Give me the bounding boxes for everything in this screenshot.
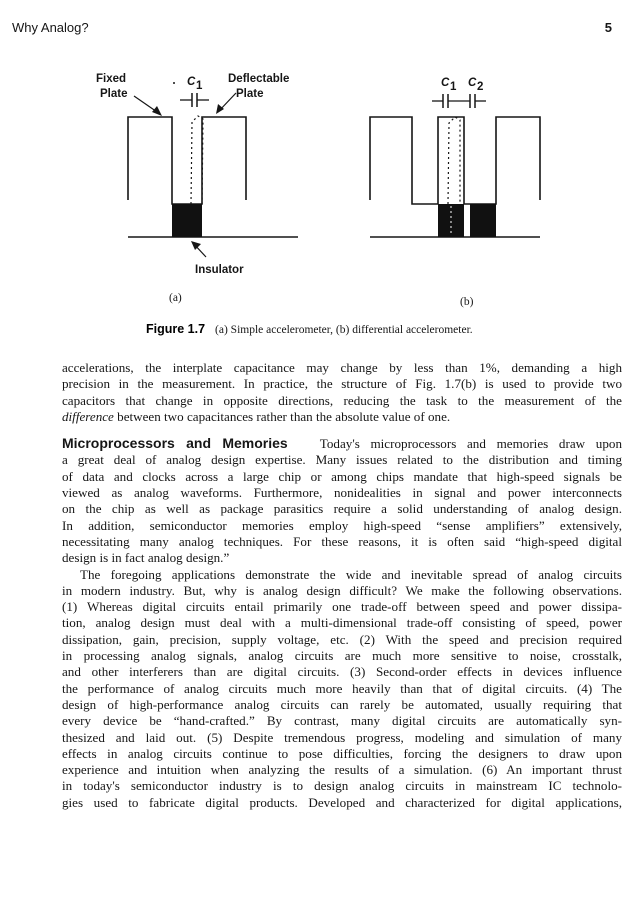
running-header-title: Why Analog? bbox=[12, 20, 89, 35]
text-line: The foregoing applications demonstrate the wide and inevitable spread of analog circuits bbox=[80, 566, 622, 582]
text-line: in today's semiconductor industry is to design analog circuits in mainstream IC technolo- bbox=[62, 778, 622, 794]
paragraph-observations bbox=[62, 567, 622, 811]
text-line: and other interferers than are digital circuits. (3) Second-order effects in devices influence bbox=[62, 664, 622, 680]
subfigure-b-label: (b) bbox=[460, 296, 474, 308]
text-line: dissipation, gain, precision, supply voltage, etc. (2) With the speed and precision required bbox=[62, 631, 622, 647]
text-line: on the chip as well as package parasitics require a solid understanding of analog design. bbox=[62, 501, 622, 517]
text-line: precision in the measurement. In practice, the structure of Fig. 1.7(b) is used to provide two bbox=[62, 376, 622, 392]
text-line: In addition, semiconductor memories employ high-speed “sense amplifiers” extensively, bbox=[62, 517, 622, 533]
c1-subscript: 1 bbox=[196, 80, 203, 92]
section-microprocessors bbox=[62, 435, 622, 566]
text-line: in modern industry. But, why is analog design difficult? We make the following observations. bbox=[62, 582, 622, 598]
text-line: capacitors that change in opposite directions, reducing the task to the measurement of the bbox=[62, 392, 622, 408]
c2-subscript-b: 2 bbox=[477, 81, 484, 93]
text-line: of data and clocks across a large chip or among chips mandate that high-speed signals be bbox=[62, 468, 622, 484]
text-line: design of high-performance analog circuits can rarely be automated, usually requiring that bbox=[62, 696, 622, 712]
fixed-label: Fixed bbox=[96, 73, 127, 85]
paragraph-accelerometer bbox=[62, 360, 622, 425]
deflectable-label: Deflectable bbox=[228, 73, 290, 85]
text-line: (1) Whereas digital circuits entail primarily one trade-off between speed and power dissipa- bbox=[62, 599, 622, 615]
differential-accelerometer-diagram bbox=[370, 94, 540, 237]
insulator-label: Insulator bbox=[195, 264, 244, 276]
deflected-plate-outline-b bbox=[448, 117, 460, 204]
c1-subscript-b: 1 bbox=[450, 81, 457, 93]
emphasis-difference: difference bbox=[62, 408, 114, 424]
section-first-line-text: Today's microprocessors and memories draw upon bbox=[319, 436, 622, 452]
text-line: effects in analog circuits continue to pose difficulties, forcing the designers to draw upon bbox=[62, 745, 622, 761]
text-line bbox=[62, 409, 622, 425]
text-line: every device be “hand-crafted.” By contrast, many digital circuits are automatically syn- bbox=[62, 713, 622, 729]
text-line-rest: between two capacitances rather than the absolute value of one. bbox=[113, 408, 451, 424]
text-line: necessitating many analog techniques. For these reasons, it is often said “high-speed digital bbox=[62, 533, 622, 549]
insulator-block-right bbox=[470, 204, 496, 237]
deflectable-plate-label: Plate bbox=[236, 88, 264, 100]
insulator-block bbox=[172, 204, 202, 237]
text-line: gies used to fabricate digital products. Developed and characterized for digital applications, bbox=[62, 794, 622, 810]
text-line: accelerations, the interplate capacitance may change by less than 1%, demanding a high bbox=[62, 360, 622, 375]
figure-caption bbox=[146, 320, 473, 337]
text-line: the performance of analog circuits much more heavily than that of digital circuits. (4) The bbox=[62, 680, 622, 696]
text-line: in processing analog signals, analog circuits are much more sensitive to noise, crosstalk, bbox=[62, 648, 622, 664]
section-first-line bbox=[62, 435, 622, 452]
text-line: viewed as analog waveforms. Furthermore, nonidealities in signal and power interconnects bbox=[62, 485, 622, 501]
figure-caption-number: Figure 1.7 bbox=[146, 322, 206, 336]
text-line: tion, analog design must deal with a multi-dimensional trade-off consisting of speed, power bbox=[62, 615, 622, 631]
text-line: a great deal of analog design expertise. Many issues related to the distribution and timing bbox=[62, 452, 622, 468]
c1-label-b: C bbox=[441, 77, 450, 89]
fixed-plate-outline bbox=[128, 117, 246, 204]
page-number: 5 bbox=[604, 20, 612, 35]
section-heading: Microprocessors and Memories bbox=[62, 435, 288, 452]
subfigure-a-label: (a) bbox=[169, 292, 182, 304]
c1-label: C bbox=[187, 76, 196, 88]
body-text bbox=[62, 360, 622, 811]
text-line: design is in fact analog design.” bbox=[62, 550, 230, 566]
simple-accelerometer-diagram bbox=[128, 82, 298, 257]
figure-caption-text: (a) Simple accelerometer, (b) differential accelerometer. bbox=[215, 324, 473, 336]
c2-label-b: C bbox=[468, 77, 477, 89]
plate-label: Plate bbox=[100, 88, 128, 100]
fixed-plates-outline bbox=[370, 117, 540, 204]
accelerometer-figure bbox=[0, 0, 638, 345]
text-line: experience and intuition when analyzing the results of a simulation. (6) An important thrust bbox=[62, 762, 622, 778]
text-line: thesized and laid out. (5) Despite tremendous progress, modeling and simulation of many bbox=[62, 729, 622, 745]
